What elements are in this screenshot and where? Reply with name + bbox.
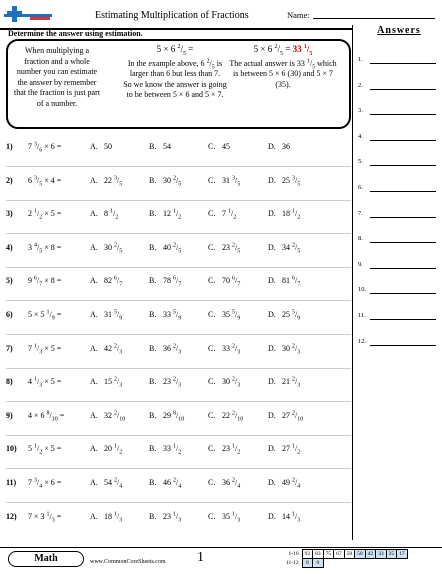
choice-value: 8 $^1/_2$ <box>104 208 119 221</box>
choice-value: 27 $^2/_{10}$ <box>282 410 304 423</box>
choice-value: 49 $^2/_4$ <box>282 477 301 490</box>
choice-value: 23 $^1/_3$ <box>163 510 182 524</box>
choice-label: A. <box>90 276 98 286</box>
example-estimate-text: In the example above, 6 $^2/_5$ is larger than 6 but less than 7. So we know the answer is going to be between 5 × 6 and 5 × 7. <box>123 57 227 99</box>
score-cell: 92 <box>302 550 313 559</box>
choice-value: 27 $^1/_2$ <box>282 443 301 456</box>
problem-question: 9 $^6/_7 \times 8$ = <box>28 275 62 288</box>
score-table <box>284 549 408 568</box>
problem-divider <box>6 368 351 369</box>
score-cell: 33 <box>376 550 387 559</box>
problem-question: 4 × 6 $^8/_{10}$ = <box>28 410 65 423</box>
choice-value: 12 $^1/_2$ <box>163 208 182 221</box>
example-actual-equation: 5 × 6 $^2/_5 = 33$ $^1/_5$ <box>253 44 313 57</box>
choice-label: B. <box>149 175 157 185</box>
problem-number: 1) <box>6 142 13 151</box>
subject-badge: Math <box>8 551 84 567</box>
choice-label: B. <box>149 511 157 521</box>
problem-row <box>6 411 351 427</box>
choice-label: D. <box>268 242 276 252</box>
score-cell: 25 <box>386 550 397 559</box>
choice-label: A. <box>90 511 98 521</box>
answer-label: 7. <box>358 209 363 217</box>
choice-value: 54 $^2/_4$ <box>104 477 123 490</box>
choice-label: C. <box>208 242 216 252</box>
choice-value: 30 $^2/_5$ <box>163 174 182 188</box>
answer-line[interactable] <box>370 293 436 294</box>
choice-label: C. <box>208 511 216 521</box>
choice-a[interactable] <box>90 342 123 356</box>
choice-label: C. <box>208 444 216 454</box>
choice-value: 31 $^5/_9$ <box>104 309 123 322</box>
problem-divider <box>6 468 351 469</box>
name-field[interactable] <box>313 18 435 19</box>
choice-label: D. <box>268 410 276 420</box>
answer-line[interactable] <box>370 217 436 218</box>
choice-label: B. <box>149 377 157 387</box>
choice-label: B. <box>149 276 157 286</box>
score-cell: 8 <box>302 559 313 568</box>
choice-label: A. <box>90 377 98 387</box>
choice-value: 34 $^2/_5$ <box>282 242 301 255</box>
choice-label: A. <box>90 242 98 252</box>
choice-label: A. <box>90 478 98 487</box>
problem-question: 4 $^1/_3 \times 5$ = <box>28 376 62 389</box>
example-explanation: When multiplying a fraction and a whole number you can estimate the answer by remember that the fraction is just part of a number. <box>14 46 100 108</box>
problem-question: 7 $^3/_4 \times 6$ = <box>28 477 62 490</box>
page-number: 1 <box>197 550 204 565</box>
choice-label: C. <box>208 175 216 185</box>
choice-value: 21 $^2/_3$ <box>282 376 301 389</box>
choice-label: D. <box>268 478 276 487</box>
score-cell: 17 <box>397 550 408 559</box>
choice-value: 23 $^2/_5$ <box>222 242 241 255</box>
problem-divider <box>6 334 351 335</box>
choice-label: A. <box>90 175 98 185</box>
choice-label: D. <box>268 444 276 454</box>
problem-row <box>6 478 351 494</box>
choice-a[interactable] <box>90 275 123 288</box>
choice-c[interactable] <box>208 174 241 188</box>
choice-value: 45 <box>222 142 230 151</box>
choice-b[interactable] <box>149 410 185 423</box>
example-equation: 5 × 6 $^2/_5$ = <box>156 44 194 57</box>
choice-value: 20 $^1/_2$ <box>104 443 123 456</box>
choice-a[interactable] <box>90 174 123 188</box>
choice-value: 15 $^2/_3$ <box>104 376 123 389</box>
problem-number: 10) <box>6 444 17 454</box>
choice-b[interactable] <box>149 342 182 356</box>
choice-label: D. <box>268 343 276 353</box>
score-cell: 0 <box>313 559 324 568</box>
answer-line[interactable] <box>370 242 436 243</box>
choice-d[interactable] <box>268 309 301 322</box>
choice-label: B. <box>149 242 157 252</box>
problem-divider <box>6 401 351 402</box>
answer-slot[interactable] <box>358 184 438 194</box>
problem-row <box>6 276 351 292</box>
choice-a[interactable] <box>90 142 112 151</box>
problem-divider <box>6 435 351 436</box>
choice-d[interactable] <box>268 142 290 151</box>
choice-b[interactable] <box>149 510 182 524</box>
choice-label: D. <box>268 142 276 151</box>
score-row1-label: 1-10 <box>288 551 299 557</box>
choice-a[interactable] <box>90 208 119 221</box>
answer-slot[interactable] <box>358 312 438 322</box>
choice-label: D. <box>268 276 276 286</box>
choice-label: C. <box>208 343 216 353</box>
answer-slot[interactable] <box>358 286 438 296</box>
choice-value: 81 $^6/_7$ <box>282 275 301 288</box>
problem-question: 6 $^3/_5 \times 4$ = <box>28 174 62 188</box>
choice-value: 30 $^2/_5$ <box>104 242 123 255</box>
choice-value: 22 $^2/_{10}$ <box>222 410 244 423</box>
choice-value: 42 $^2/_3$ <box>104 342 123 356</box>
choice-label: C. <box>208 310 216 319</box>
choice-value: 50 <box>104 142 112 151</box>
answer-line[interactable] <box>370 140 436 141</box>
choice-label: D. <box>268 511 276 521</box>
choice-label: A. <box>90 444 98 454</box>
example-actual-text: The actual answer is 33 $^1/_5$ which is between 5 × 6 (30) and 5 × 7 (35). <box>229 57 337 89</box>
choice-c[interactable] <box>208 208 237 221</box>
choice-label: C. <box>208 478 216 487</box>
choice-value: 31 $^3/_5$ <box>222 174 241 188</box>
choice-d[interactable] <box>268 242 301 255</box>
problem-divider <box>6 300 351 301</box>
choice-label: B. <box>149 478 157 487</box>
answer-line[interactable] <box>370 165 436 166</box>
instructions: Determine the answer using estimation. <box>8 29 143 38</box>
choice-a[interactable] <box>90 510 123 524</box>
answer-slot[interactable] <box>358 158 438 168</box>
choice-value: 40 $^2/_5$ <box>163 242 182 255</box>
choice-b[interactable] <box>149 208 182 221</box>
choice-value: 18 $^1/_3$ <box>104 510 123 524</box>
answer-line[interactable] <box>370 114 436 115</box>
problem-divider <box>6 502 351 503</box>
choice-value: 29 $^8/_{10}$ <box>163 410 185 423</box>
choice-value: 36 $^2/_3$ <box>163 342 182 356</box>
choice-value: 33 $^2/_3$ <box>222 342 241 356</box>
choice-a[interactable] <box>90 477 123 490</box>
answer-label: 5. <box>358 158 363 166</box>
score-cell: 58 <box>344 550 355 559</box>
choice-value: 18 $^1/_2$ <box>282 208 301 221</box>
answer-label: 9. <box>358 260 363 268</box>
choice-label: B. <box>149 209 157 219</box>
problem-number: 9) <box>6 410 13 420</box>
score-cell: 75 <box>323 550 334 559</box>
choice-a[interactable] <box>90 376 123 389</box>
choice-value: 30 $^2/_3$ <box>222 376 241 389</box>
choice-label: C. <box>208 209 216 219</box>
choice-c[interactable] <box>208 242 241 255</box>
problem-row <box>6 142 351 158</box>
choice-b[interactable] <box>149 142 171 151</box>
answer-slot[interactable] <box>358 235 438 245</box>
choice-label: B. <box>149 142 157 151</box>
answer-slot[interactable] <box>358 133 438 143</box>
answer-label: 4. <box>358 132 363 140</box>
choice-label: C. <box>208 142 216 151</box>
problem-question: 3 $^4/_5 \times 8$ = <box>28 242 62 255</box>
answer-slot[interactable] <box>358 56 438 66</box>
choice-d[interactable] <box>268 410 304 423</box>
choice-c[interactable] <box>208 376 241 389</box>
problem-row <box>6 444 351 460</box>
answers-title: Answers <box>377 25 421 36</box>
choice-value: 35 $^1/_3$ <box>222 510 241 524</box>
choice-a[interactable] <box>90 443 123 456</box>
choice-c[interactable] <box>208 342 241 356</box>
choice-value: 30 $^2/_3$ <box>282 342 301 356</box>
answer-line[interactable] <box>370 89 436 90</box>
choice-c[interactable] <box>208 443 241 456</box>
choice-a[interactable] <box>90 410 126 423</box>
choice-d[interactable] <box>268 510 301 524</box>
problem-number: 6) <box>6 310 13 319</box>
score-row2-label: 11-12 <box>286 560 299 566</box>
choice-d[interactable] <box>268 477 301 490</box>
problem-row <box>6 344 351 360</box>
choice-label: D. <box>268 310 276 319</box>
choice-label: B. <box>149 310 157 319</box>
problem-question: 7 $^1/_3 \times 5$ = <box>28 342 62 356</box>
answer-line[interactable] <box>370 319 436 320</box>
choice-c[interactable] <box>208 510 241 524</box>
choice-label: C. <box>208 276 216 286</box>
choice-a[interactable] <box>90 242 123 255</box>
problem-row <box>6 209 351 225</box>
choice-c[interactable] <box>208 309 241 322</box>
problem-question: 5 × 5 $^1/_9$ = <box>28 309 62 322</box>
answer-line[interactable] <box>370 345 436 346</box>
choice-value: 25 $^3/_5$ <box>282 174 301 188</box>
choice-label: D. <box>268 209 276 219</box>
answer-label: 11. <box>358 312 366 319</box>
answer-label: 2. <box>358 81 363 89</box>
problem-question: 7 $^3/_6 \times 6$ = <box>28 141 62 154</box>
choice-d[interactable] <box>268 275 301 288</box>
choice-b[interactable] <box>149 242 182 255</box>
choice-a[interactable] <box>90 309 123 322</box>
problem-number: 5) <box>6 276 13 286</box>
choice-label: B. <box>149 444 157 454</box>
choice-b[interactable] <box>149 443 182 456</box>
choice-label: A. <box>90 142 98 151</box>
answer-label: 10. <box>358 286 367 294</box>
choice-value: 7 $^1/_2$ <box>222 208 237 221</box>
website-label: www.CommonCoreSheets.com <box>90 559 166 565</box>
choice-d[interactable] <box>268 376 301 389</box>
example-actual <box>227 44 339 90</box>
choice-label: A. <box>90 209 98 219</box>
choice-label: A. <box>90 310 98 319</box>
choice-value: 46 $^2/_4$ <box>163 477 182 490</box>
common-core-logo-icon <box>4 4 52 22</box>
problem-divider <box>6 166 351 167</box>
choice-value: 22 $^3/_5$ <box>104 174 123 188</box>
choice-b[interactable] <box>149 174 182 188</box>
problem-number: 4) <box>6 242 13 252</box>
problem-number: 2) <box>6 175 13 185</box>
choice-label: C. <box>208 410 216 420</box>
score-cell: 42 <box>365 550 376 559</box>
choice-label: D. <box>268 377 276 387</box>
problem-row <box>6 310 351 326</box>
choice-value: 23 $^2/_3$ <box>163 376 182 389</box>
answer-line[interactable] <box>370 63 436 64</box>
problem-row <box>6 512 351 528</box>
name-label: Name: <box>287 10 310 20</box>
problem-number: 3) <box>6 209 13 219</box>
answer-label: 1. <box>358 56 363 63</box>
choice-label: C. <box>208 377 216 387</box>
choice-value: 14 $^1/_3$ <box>282 510 301 524</box>
answer-slot[interactable] <box>358 210 438 220</box>
choice-value: 54 <box>163 142 171 151</box>
answer-label: 3. <box>358 107 363 115</box>
score-cell: 67 <box>334 550 345 559</box>
answer-slot[interactable] <box>358 82 438 92</box>
problem-row <box>6 176 351 192</box>
answer-column-divider <box>352 25 353 540</box>
choice-c[interactable] <box>208 142 230 151</box>
choice-value: 33 $^1/_2$ <box>163 443 182 456</box>
problem-number: 12) <box>6 511 17 521</box>
problem-number: 7) <box>6 343 13 353</box>
problem-divider <box>6 267 351 268</box>
score-cell: 50 <box>355 550 366 559</box>
choice-value: 78 $^6/_7$ <box>163 275 182 288</box>
answer-label: 12. <box>358 337 367 345</box>
problem-divider <box>6 200 351 201</box>
choice-value: 33 $^5/_9$ <box>163 309 182 322</box>
problem-question: 2 $^1/_2 \times 5$ = <box>28 208 62 221</box>
choice-d[interactable] <box>268 342 301 356</box>
choice-value: 70 $^6/_7$ <box>222 275 241 288</box>
answer-label: 8. <box>358 235 363 243</box>
choice-b[interactable] <box>149 309 182 322</box>
problem-question: 7 × 3 $^1/_3$ = <box>28 510 62 524</box>
problem-number: 11) <box>6 478 17 487</box>
choice-value: 36 $^2/_4$ <box>222 477 241 490</box>
problem-number: 8) <box>6 377 13 387</box>
answer-slot[interactable] <box>358 338 438 348</box>
example-answer: 33 $^1/_5$ <box>292 44 313 57</box>
problem-divider <box>6 233 351 234</box>
score-cell: 83 <box>313 550 324 559</box>
choice-label: A. <box>90 410 98 420</box>
choice-d[interactable] <box>268 174 301 188</box>
choice-value: 25 $^5/_9$ <box>282 309 301 322</box>
choice-c[interactable] <box>208 410 244 423</box>
footer-divider <box>0 547 442 548</box>
choice-b[interactable] <box>149 376 182 389</box>
answer-line[interactable] <box>370 268 436 269</box>
choice-label: B. <box>149 343 157 353</box>
choice-c[interactable] <box>208 477 241 490</box>
problem-question: 5 $^1/_2 \times 5$ = <box>28 443 62 456</box>
choice-b[interactable] <box>149 477 182 490</box>
problem-row <box>6 243 351 259</box>
choice-value: 32 $^2/_{10}$ <box>104 410 126 423</box>
choice-value: 36 <box>282 142 290 151</box>
choice-d[interactable] <box>268 443 301 456</box>
choice-d[interactable] <box>268 208 301 221</box>
example-estimate <box>120 44 230 101</box>
choice-value: 35 $^5/_9$ <box>222 309 241 322</box>
page-title: Estimating Multiplication of Fractions <box>95 10 249 21</box>
answer-slot[interactable] <box>358 261 438 271</box>
choice-value: 82 $^6/_7$ <box>104 275 123 288</box>
choice-b[interactable] <box>149 275 182 288</box>
choice-value: 23 $^1/_2$ <box>222 443 241 456</box>
answer-line[interactable] <box>370 191 436 192</box>
choice-label: A. <box>90 343 98 353</box>
answer-slot[interactable] <box>358 107 438 117</box>
choice-c[interactable] <box>208 275 241 288</box>
problem-row <box>6 377 351 393</box>
choice-label: D. <box>268 175 276 185</box>
choice-label: B. <box>149 410 157 420</box>
answer-label: 6. <box>358 184 363 191</box>
